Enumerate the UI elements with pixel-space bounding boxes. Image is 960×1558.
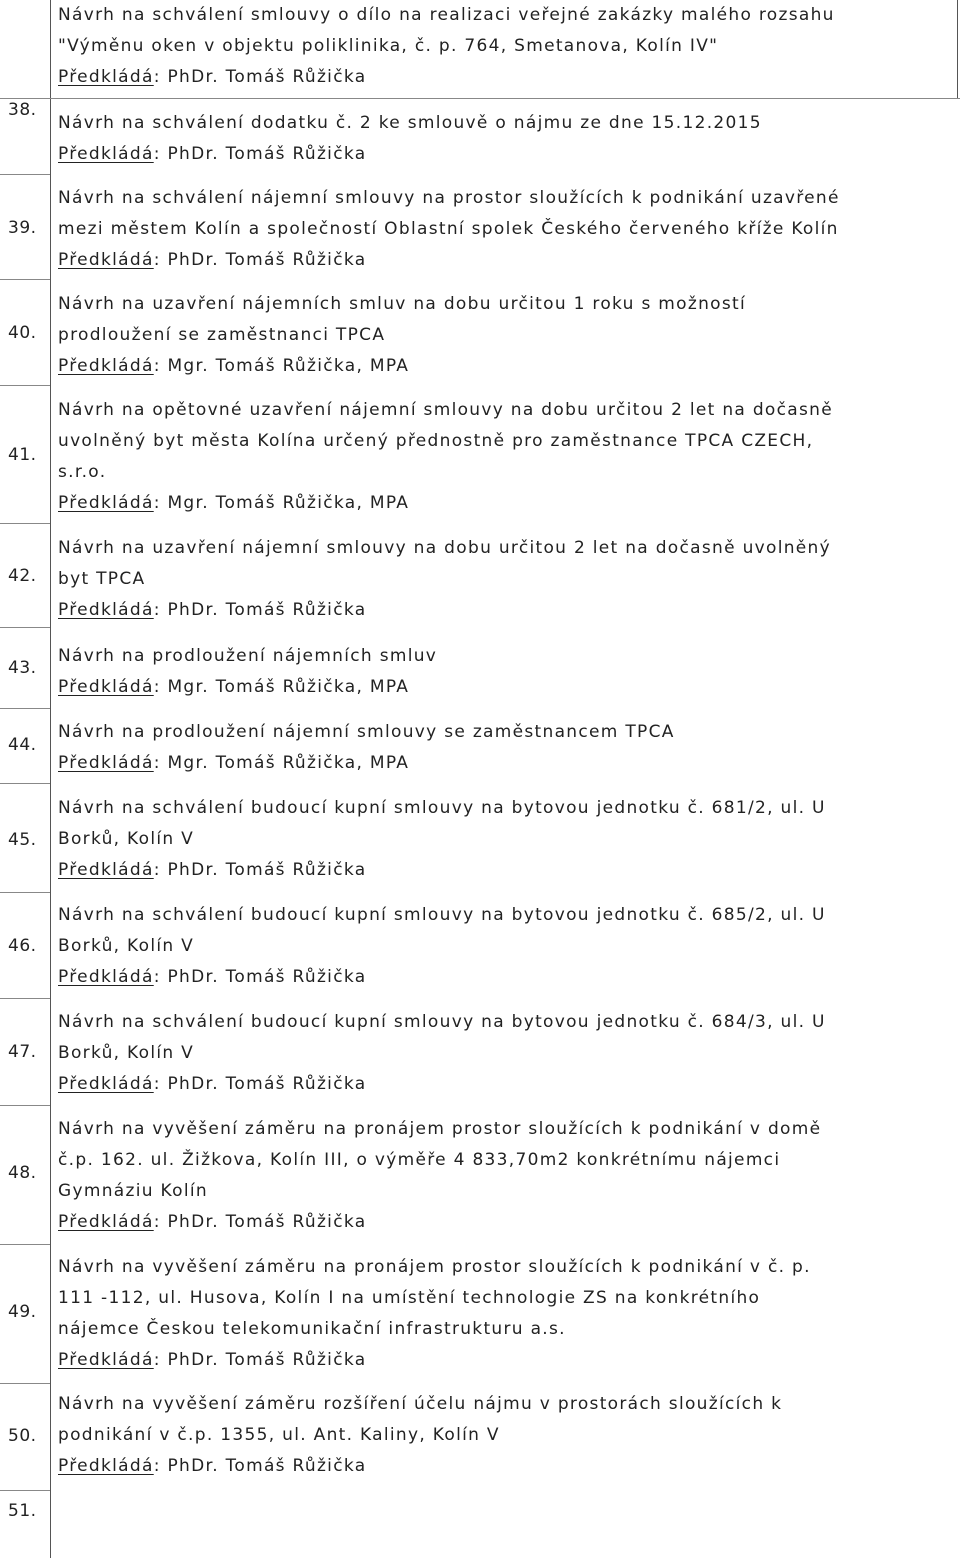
presenter-label: Předkládá <box>58 1350 154 1370</box>
item-title: Návrh na uzavření nájemních smluv na dobu určitou 1 roku s možností prodloužení se zaměstnanci TPCA <box>58 294 747 345</box>
item-presenter <box>58 351 953 382</box>
agenda-item <box>58 1389 953 1482</box>
item-number: 44. <box>8 735 37 755</box>
item-title: Návrh na vyvěšení záměru na pronájem prostor sloužících k podnikání v domě č.p. 162. ul. Žižkova, Kolín III, o výměře 4 833,70m2 konkrétnímu nájemci Gymnáziu Kolín <box>58 1119 822 1201</box>
presenter-name: : Mgr. Tomáš Růžička, MPA <box>153 753 410 773</box>
presenter-label: Předkládá <box>58 356 154 376</box>
item-title: Návrh na prodloužení nájemní smlouvy se zaměstnancem TPCA <box>58 722 675 742</box>
item-number: 45. <box>8 830 37 850</box>
row-separator <box>0 1244 50 1245</box>
item-presenter <box>58 1069 953 1100</box>
item-number: 40. <box>8 323 37 343</box>
item-title: Návrh na schválení budoucí kupní smlouvy na bytovou jednotku č. 681/2, ul. U Borků, Kolín V <box>58 798 826 849</box>
item-number: 46. <box>8 936 37 956</box>
row-separator <box>0 174 50 175</box>
row-separator <box>0 1105 50 1106</box>
item-presenter <box>58 488 953 519</box>
agenda-item <box>58 183 953 276</box>
row-separator <box>0 279 50 280</box>
presenter-name: : PhDr. Tomáš Růžička <box>153 1074 367 1094</box>
presenter-name: : PhDr. Tomáš Růžička <box>153 967 367 987</box>
item-number: 50. <box>8 1426 37 1446</box>
row-separator <box>0 708 50 709</box>
presenter-name: : PhDr. Tomáš Růžička <box>153 1350 367 1370</box>
presenter-label: Předkládá <box>58 493 154 513</box>
row-separator <box>0 627 50 628</box>
agenda-item <box>58 1007 953 1100</box>
item-title: Návrh na schválení budoucí kupní smlouvy na bytovou jednotku č. 685/2, ul. U Borků, Kolín V <box>58 905 826 956</box>
item-number: 42. <box>8 566 37 586</box>
presenter-name: : PhDr. Tomáš Růžička <box>153 144 367 164</box>
item-title: Návrh na schválení nájemní smlouvy na prostor sloužících k podnikání uzavřené mezi městem Kolín a společností Oblastní spolek Českého červeného kříže Kolín <box>58 188 840 239</box>
presenter-label: Předkládá <box>58 67 154 87</box>
presenter-label: Předkládá <box>58 600 154 620</box>
agenda-item <box>58 289 953 382</box>
row-separator <box>0 523 50 524</box>
presenter-label: Předkládá <box>58 1456 154 1476</box>
item-presenter <box>58 672 953 703</box>
item-title: Návrh na uzavření nájemní smlouvy na dobu určitou 2 let na dočasně uvolněný byt TPCA <box>58 538 831 589</box>
item-title: Návrh na prodloužení nájemních smluv <box>58 646 438 666</box>
item-title: Návrh na vyvěšení záměru rozšíření účelu nájmu v prostorách sloužících k podnikání v č.p. 1355, ul. Ant. Kaliny, Kolín V <box>58 1394 783 1445</box>
item-number: 47. <box>8 1042 37 1062</box>
row-separator <box>0 998 50 999</box>
agenda-item <box>58 641 953 703</box>
item-number: 49. <box>8 1302 37 1322</box>
presenter-label: Předkládá <box>58 250 154 270</box>
item-presenter <box>58 855 953 886</box>
item-presenter <box>58 1207 953 1238</box>
item-number: 51. <box>8 1501 37 1521</box>
presenter-name: : PhDr. Tomáš Růžička <box>153 250 367 270</box>
item-number: 43. <box>8 658 37 678</box>
item-title: Návrh na schválení dodatku č. 2 ke smlouvě o nájmu ze dne 15.12.2015 <box>58 113 762 133</box>
item-title: Návrh na opětovné uzavření nájemní smlouvy na dobu určitou 2 let na dočasně uvolněný byt města Kolína určený přednostně pro zaměstnance TPCA CZECH, s.r.o. <box>58 400 833 482</box>
item-title: Návrh na schválení budoucí kupní smlouvy na bytovou jednotku č. 684/3, ul. U Borků, Kolín V <box>58 1012 826 1063</box>
item-presenter <box>58 139 953 170</box>
item-presenter <box>58 962 953 993</box>
agenda-item <box>58 717 953 779</box>
item-presenter <box>58 1345 953 1376</box>
item-title: Návrh na schválení smlouvy o dílo na realizaci veřejné zakázky malého rozsahu "Výměnu oken v objektu poliklinika, č. p. 764, Smetanova, Kolín IV" <box>58 5 835 56</box>
row-separator <box>0 385 50 386</box>
item-number: 41. <box>8 445 37 465</box>
item-number: 38. <box>8 100 37 120</box>
item-presenter <box>58 1451 953 1482</box>
item-presenter <box>58 62 953 93</box>
item-number: 48. <box>8 1163 37 1183</box>
row-separator <box>0 1383 50 1384</box>
agenda-item <box>58 395 953 519</box>
agenda-item <box>58 0 953 93</box>
presenter-name: : PhDr. Tomáš Růžička <box>153 860 367 880</box>
presenter-name: : PhDr. Tomáš Růžička <box>153 1456 367 1476</box>
presenter-name: : Mgr. Tomáš Růžička, MPA <box>153 356 410 376</box>
presenter-name: : Mgr. Tomáš Růžička, MPA <box>153 677 410 697</box>
agenda-item <box>58 1114 953 1238</box>
row-separator <box>0 783 50 784</box>
item-presenter <box>58 245 953 276</box>
presenter-name: : Mgr. Tomáš Růžička, MPA <box>153 493 410 513</box>
row-separator <box>0 892 50 893</box>
agenda-item <box>58 1252 953 1376</box>
item-presenter <box>58 595 953 626</box>
presenter-name: : PhDr. Tomáš Růžička <box>153 67 367 87</box>
agenda-item <box>58 533 953 626</box>
presenter-label: Předkládá <box>58 144 154 164</box>
presenter-name: : PhDr. Tomáš Růžička <box>153 1212 367 1232</box>
presenter-label: Předkládá <box>58 1212 154 1232</box>
item-title: Návrh na vyvěšení záměru na pronájem prostor sloužících k podnikání v č. p. 111 -112, ul. Husova, Kolín I na umístění technologie ZS na konkrétního nájemce Českou telekomunikační infrastrukturu a.s. <box>58 1257 811 1339</box>
row-separator <box>0 1490 50 1491</box>
presenter-label: Předkládá <box>58 967 154 987</box>
item-number: 39. <box>8 218 37 238</box>
agenda-item <box>58 900 953 993</box>
presenter-label: Předkládá <box>58 753 154 773</box>
agenda-item <box>58 793 953 886</box>
presenter-name: : PhDr. Tomáš Růžička <box>153 600 367 620</box>
right-border <box>957 0 958 98</box>
presenter-label: Předkládá <box>58 860 154 880</box>
column-divider <box>50 0 51 1558</box>
row-separator <box>0 98 960 99</box>
presenter-label: Předkládá <box>58 677 154 697</box>
agenda-item <box>58 108 953 170</box>
presenter-label: Předkládá <box>58 1074 154 1094</box>
item-presenter <box>58 748 953 779</box>
